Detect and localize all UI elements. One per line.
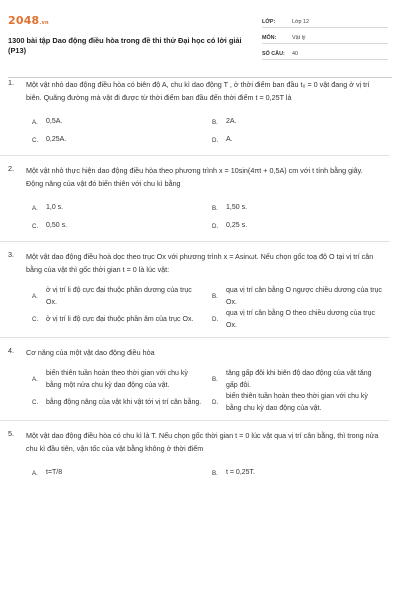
option-label: D. — [212, 316, 219, 323]
meta-row-count — [262, 46, 388, 60]
answer-option-d[interactable] — [212, 308, 384, 331]
option-label: C. — [32, 316, 39, 323]
option-label: D. — [212, 222, 219, 230]
question-text: Một vật dao động điều hòa có chu kì là T. Nếu chọn gốc thời gian t = 0 lúc vật qua vị trí cân bằng, thì trong nửa chu kì đầu tiên, vận tốc của vật bằng không ở thời điểm — [26, 431, 379, 453]
meta-row-class — [262, 14, 388, 28]
answer-option-c[interactable] — [32, 131, 204, 149]
answer-options — [32, 285, 380, 331]
meta-value: 40 — [292, 51, 298, 57]
question-2 — [8, 164, 380, 235]
meta-key: LỚP: — [262, 19, 276, 25]
option-text: bằng động năng của vật khi vật tới vị trí cân bằng. — [46, 398, 202, 406]
question-number: 1. — [8, 78, 14, 87]
option-text: t = 0,25T. — [226, 469, 255, 477]
option-text: 0,25A. — [46, 136, 67, 144]
meta-info-box — [262, 14, 388, 62]
option-label: C. — [32, 399, 39, 406]
option-label: B. — [212, 469, 218, 477]
option-label: B. — [212, 293, 218, 300]
option-text: 1,50 s. — [226, 204, 248, 212]
option-label: C. — [32, 136, 39, 144]
answer-options — [32, 113, 380, 149]
answer-option-a[interactable] — [32, 199, 204, 217]
meta-key: SỐ CÂU: — [262, 51, 285, 57]
option-text: biến thiên tuần hoàn theo thời gian với chu kỳ bằng một nửa chu kỳ dao động của vật. — [46, 370, 188, 389]
answer-option-a[interactable] — [32, 285, 204, 308]
option-text: qua vị trí cân bằng O ngược chiều dương của trục Ox. — [226, 287, 382, 306]
option-label: D. — [212, 136, 219, 144]
option-text: A. — [226, 136, 233, 144]
option-label: B. — [212, 204, 218, 212]
option-text: 0,5A. — [46, 118, 63, 126]
question-number: 2. — [8, 164, 14, 173]
option-text: 0,50 s. — [46, 222, 68, 230]
meta-row-subject — [262, 30, 388, 44]
option-label: D. — [212, 399, 219, 406]
question-text: Một vật nhỏ dao động điều hòa có biên độ A, chu kì dao động T , ở thời điểm ban đầu t₀ = 0 vật đang ở vị trí biên. Quãng đường mà vật đi được từ thời điểm ban đầu đến thời điểm t = 0,25T là — [26, 80, 370, 102]
answer-option-c[interactable] — [32, 217, 204, 235]
option-label: A. — [32, 293, 38, 300]
option-text: t=T/8 — [46, 469, 63, 477]
question-divider — [0, 241, 390, 242]
worksheet-header — [8, 10, 380, 72]
logo-suffix: .vn — [39, 20, 49, 26]
option-label: A. — [32, 376, 38, 383]
meta-value: Lớp 12 — [292, 19, 310, 25]
document-title: 1300 bài tập Dao động điều hòa trong đề thi thử Đại học có lời giải (P13) — [8, 36, 242, 55]
question-number: 4. — [8, 346, 14, 355]
question-list — [8, 78, 380, 482]
option-text: tăng gấp đôi khi biên độ dao động của vật tăng gấp đôi. — [226, 370, 372, 389]
option-label: B. — [212, 376, 218, 383]
option-label: A. — [32, 204, 38, 212]
answer-option-d[interactable] — [212, 131, 384, 149]
question-5 — [8, 429, 380, 482]
question-divider — [0, 420, 390, 421]
answer-option-a[interactable] — [32, 464, 204, 482]
meta-key: MÔN: — [262, 35, 277, 41]
question-3 — [8, 250, 380, 331]
option-text: 0,25 s. — [226, 222, 248, 230]
option-text: qua vị trí cân bằng O theo chiều dương của trục Ox. — [226, 310, 375, 329]
option-label: A. — [32, 118, 38, 126]
question-number: 3. — [8, 250, 14, 259]
answer-option-b[interactable] — [212, 199, 384, 217]
question-4 — [8, 346, 380, 414]
option-label: C. — [32, 222, 39, 230]
answer-option-d[interactable] — [212, 391, 384, 414]
option-text: 2A. — [226, 118, 237, 126]
question-divider — [0, 155, 390, 156]
question-text: Một vật nhỏ thực hiện dao động điều hòa theo phương trình x = 10sin(4πt + 0,5A) cm với t tính bằng giây. Động năng của vật đó biến thiên với chu kì bằng — [26, 166, 363, 188]
option-label: B. — [212, 118, 218, 126]
answer-option-c[interactable] — [32, 308, 204, 331]
answer-options — [32, 199, 380, 235]
question-number: 5. — [8, 429, 14, 438]
answer-option-b[interactable] — [212, 285, 384, 308]
answer-option-b[interactable] — [212, 368, 384, 391]
option-text: 1,0 s. — [46, 204, 64, 212]
meta-value: Vật lý — [292, 35, 306, 41]
answer-option-a[interactable] — [32, 113, 204, 131]
question-text: Cơ năng của một vật dao động điều hòa — [26, 348, 155, 357]
site-logo[interactable] — [8, 14, 49, 27]
question-1 — [8, 78, 380, 149]
question-divider — [0, 337, 390, 338]
answer-option-c[interactable] — [32, 391, 204, 414]
answer-option-d[interactable] — [212, 217, 384, 235]
answer-option-b[interactable] — [212, 113, 384, 131]
option-text: ở vị trí li độ cực đại thuộc phần âm của trục Ox. — [46, 315, 194, 323]
answer-option-b[interactable] — [212, 464, 384, 482]
question-text: Một vật dao động điều hoà dọc theo trục Ox với phương trình x = Asinωt. Nếu chọn gốc toạ độ O tại vị trí cân bằng của vật thì gốc thời gian t = 0 là lúc vật: — [26, 252, 374, 274]
answer-option-a[interactable] — [32, 368, 204, 391]
logo-main: 2048 — [8, 14, 40, 27]
answer-options — [32, 464, 380, 482]
answer-options — [32, 368, 380, 414]
option-label: A. — [32, 469, 38, 477]
option-text: biến thiên tuần hoàn theo thời gian với chu kỳ bằng chu kỳ dao động của vật. — [226, 393, 368, 412]
option-text: ở vị trí li độ cực đại thuộc phần dương của trục Ox. — [46, 287, 192, 306]
